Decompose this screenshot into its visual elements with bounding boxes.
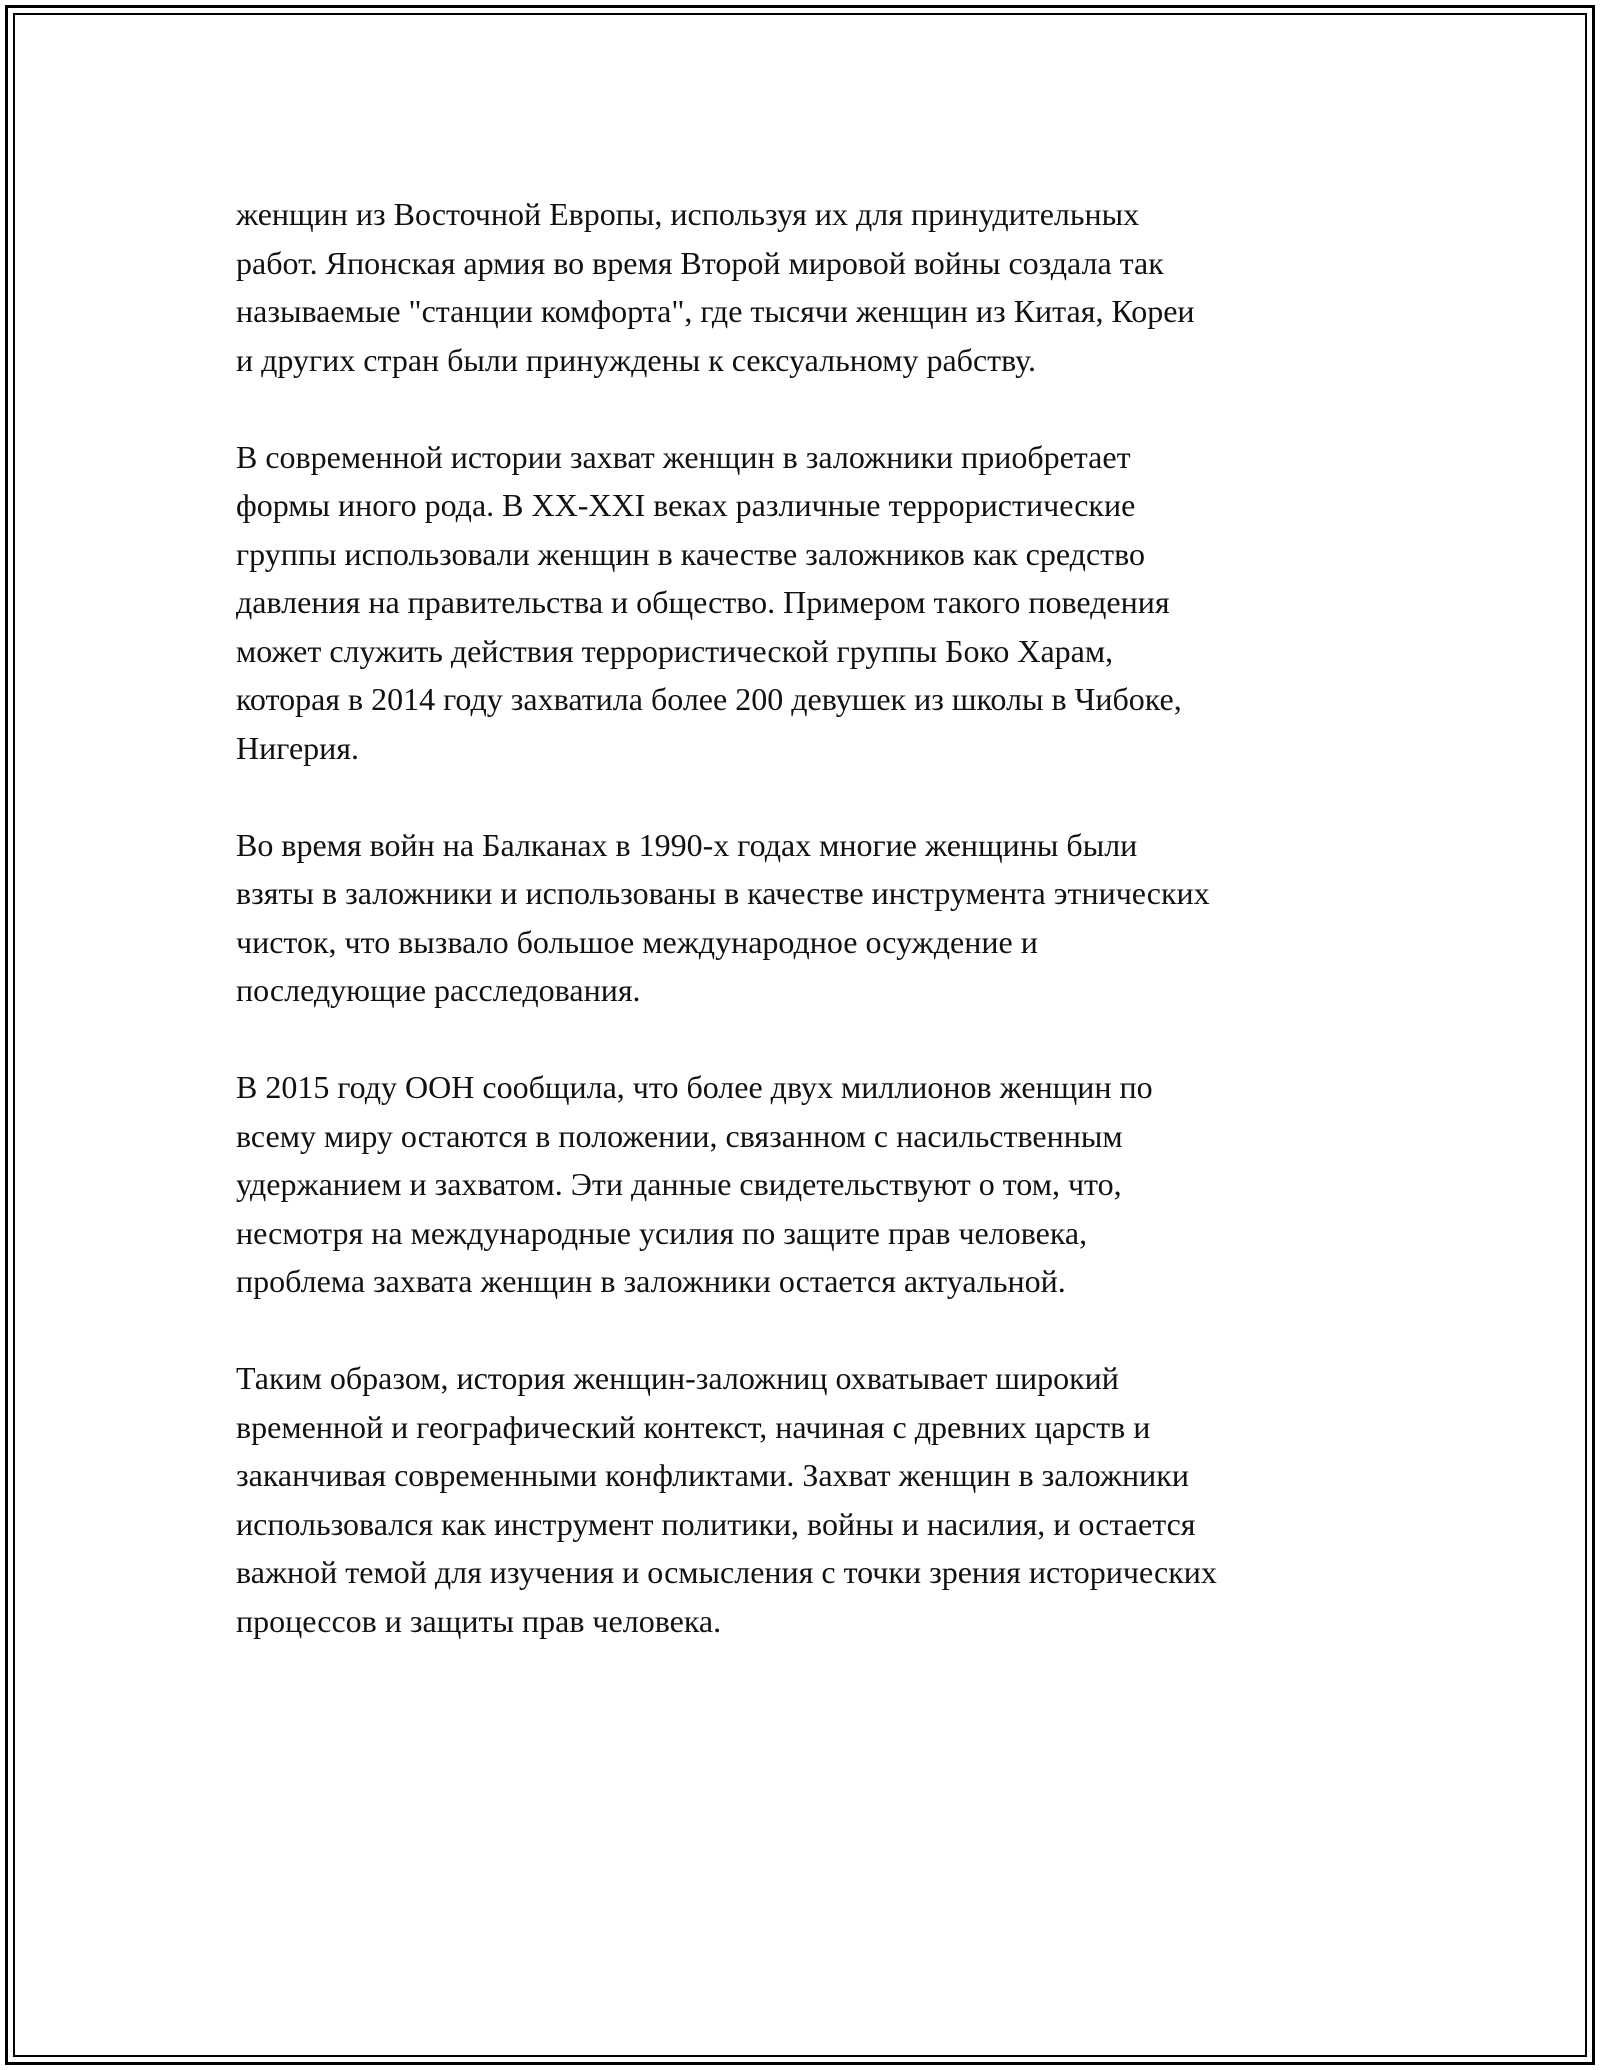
paragraph-1 <box>236 190 1416 384</box>
text-line: работ. Японская армия во время Второй мировой войны создала так <box>236 244 1164 281</box>
text-line: удержанием и захватом. Эти данные свидетельствуют о том, что, <box>236 1166 1122 1202</box>
paragraph-5 <box>236 1354 1416 1645</box>
text-line: называемые "станции комфорта", где тысячи женщин из Китая, Кореи <box>236 293 1195 329</box>
text-line: женщин из Восточной Европы, используя их для принудительных <box>236 196 1140 232</box>
text-line: давления на правительства и общество. Примером такого поведения <box>236 584 1170 620</box>
text-line: взяты в заложники и использованы в качестве инструмента этнических <box>236 875 1210 911</box>
text-line: всему миру остаются в положении, связанном с насильственным <box>236 1117 1123 1154</box>
text-line: В современной истории захват женщин в заложники приобретает <box>236 438 1131 475</box>
text-line: использовался как инструмент политики, войны и насилия, и остается <box>236 1505 1196 1542</box>
text-line: которая в 2014 году захватила более 200 девушек из школы в Чибоке, <box>236 681 1182 717</box>
text-line: заканчивая современными конфликтами. Захват женщин в заложники <box>236 1457 1189 1493</box>
text-line: несмотря на международные усилия по защите прав человека, <box>236 1214 1088 1251</box>
text-line: последующие расследования. <box>236 972 641 1008</box>
text-line: и других стран были принуждены к сексуальному рабству. <box>236 341 1036 378</box>
text-line: группы использовали женщин в качестве заложников как средство <box>236 535 1146 572</box>
text-line: временной и географический контекст, начиная с древних царств и <box>236 1408 1151 1445</box>
text-line: проблема захвата женщин в заложники остается актуальной. <box>236 1263 1066 1299</box>
text-line: процессов и защиты прав человека. <box>236 1602 722 1639</box>
document-body <box>236 190 1416 1694</box>
paragraph-2 <box>236 433 1416 773</box>
text-line: Нигерия. <box>236 729 359 766</box>
text-line: Таким образом, история женщин-заложниц охватывает широкий <box>236 1360 1119 1396</box>
text-line: может служить действия террористической группы Боко Харам, <box>236 632 1114 669</box>
text-line: важной темой для изучения и осмысления с точки зрения исторических <box>236 1554 1217 1590</box>
text-line: чисток, что вызвало большое международное осуждение и <box>236 923 1038 960</box>
paragraph-4 <box>236 1063 1416 1306</box>
text-line: формы иного рода. В XX-XXI веках различные террористические <box>236 487 1136 523</box>
text-line: Во время войн на Балканах в 1990-х годах многие женщины были <box>236 826 1138 863</box>
text-line: В 2015 году ООН сообщила, что более двух миллионов женщин по <box>236 1069 1153 1105</box>
paragraph-3 <box>236 821 1416 1015</box>
